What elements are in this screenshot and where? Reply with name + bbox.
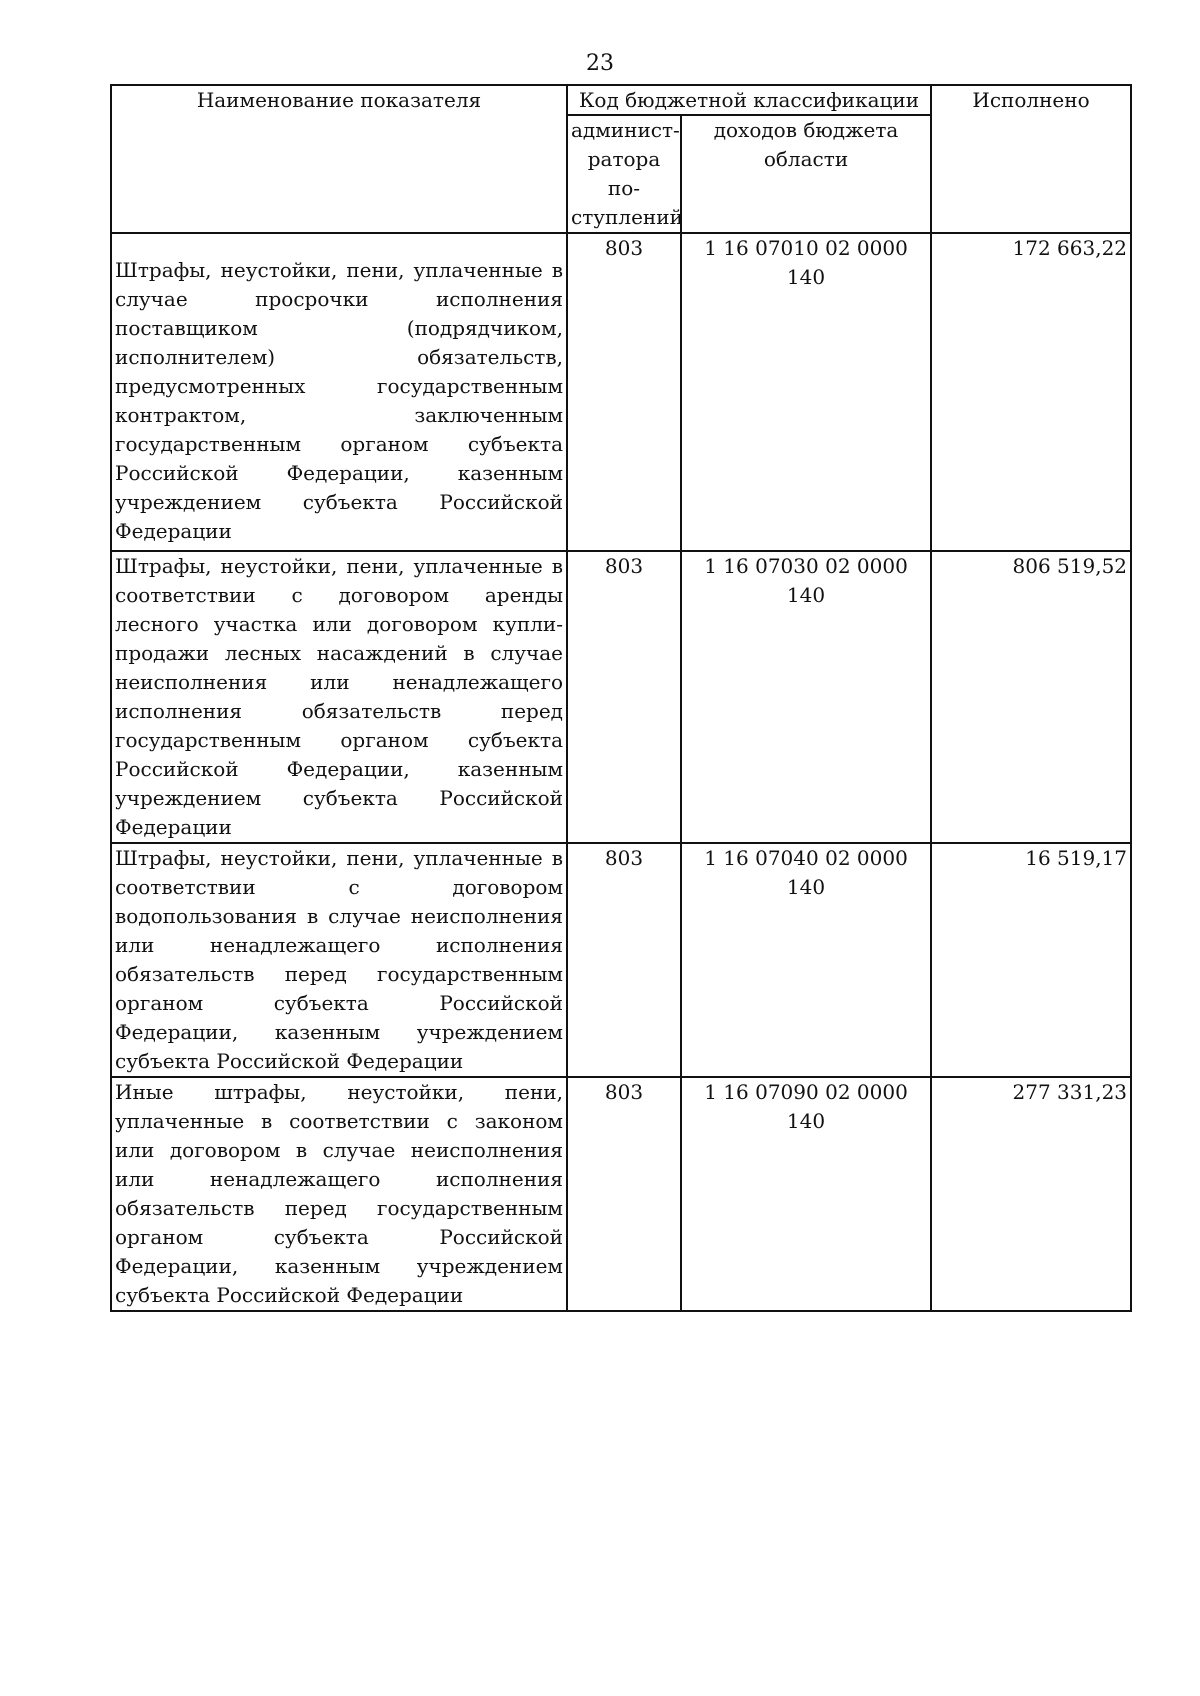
header-admin-code: админист-ратора по-ступлений — [567, 115, 681, 233]
table-row — [111, 843, 1131, 1077]
income-code-cell: 1 16 07040 02 0000 140 — [681, 843, 931, 1077]
executed-amount-cell: 277 331,23 — [931, 1077, 1131, 1311]
header-indicator-name: Наименование показателя — [111, 85, 567, 233]
admin-code-cell: 803 — [567, 1077, 681, 1311]
header-budget-code: Код бюджетной классификации — [567, 85, 931, 115]
table-row — [111, 1077, 1131, 1311]
header-income-code: доходов бюджета области — [681, 115, 931, 233]
table-row — [111, 551, 1131, 843]
income-code-cell: 1 16 07030 02 0000 140 — [681, 551, 931, 843]
executed-amount-cell: 806 519,52 — [931, 551, 1131, 843]
admin-code-cell: 803 — [567, 233, 681, 551]
executed-amount-cell: 172 663,22 — [931, 233, 1131, 551]
table-row — [111, 233, 1131, 551]
indicator-name-cell: Штрафы, неустойки, пени, уплаченные в случае просрочки исполнения поставщиком (подрядчиком, исполнителем) обязательств, предусмотренных государственным контрактом, заключенным государственным органом субъекта Российской Федерации, казенным учреждением субъекта Российской Федерации — [111, 233, 567, 551]
executed-amount-cell: 16 519,17 — [931, 843, 1131, 1077]
income-code-cell: 1 16 07010 02 0000 140 — [681, 233, 931, 551]
indicator-name-cell: Штрафы, неустойки, пени, уплаченные в соответствии с договором аренды лесного участка или договором купли-продажи лесных насаждений в случае неисполнения или ненадлежащего исполнения обязательств перед государственным органом субъекта Российской Федерации, казенным учреждением субъекта Российской Федерации — [111, 551, 567, 843]
income-code-cell: 1 16 07090 02 0000 140 — [681, 1077, 931, 1311]
budget-table — [110, 84, 1132, 1312]
admin-code-cell: 803 — [567, 551, 681, 843]
indicator-name-cell: Иные штрафы, неустойки, пени, уплаченные в соответствии с законом или договором в случае неисполнения или ненадлежащего исполнения обязательств перед государственным органом субъекта Российской Федерации, казенным учреждением субъекта Российской Федерации — [111, 1077, 567, 1311]
header-executed: Исполнено — [931, 85, 1131, 233]
indicator-name-cell: Штрафы, неустойки, пени, уплаченные в соответствии с договором водопользования в случае неисполнения или ненадлежащего исполнения обязательств перед государственным органом субъекта Российской Федерации, казенным учреждением субъекта Российской Федерации — [111, 843, 567, 1077]
admin-code-cell: 803 — [567, 843, 681, 1077]
page-number: 23 — [586, 51, 614, 76]
